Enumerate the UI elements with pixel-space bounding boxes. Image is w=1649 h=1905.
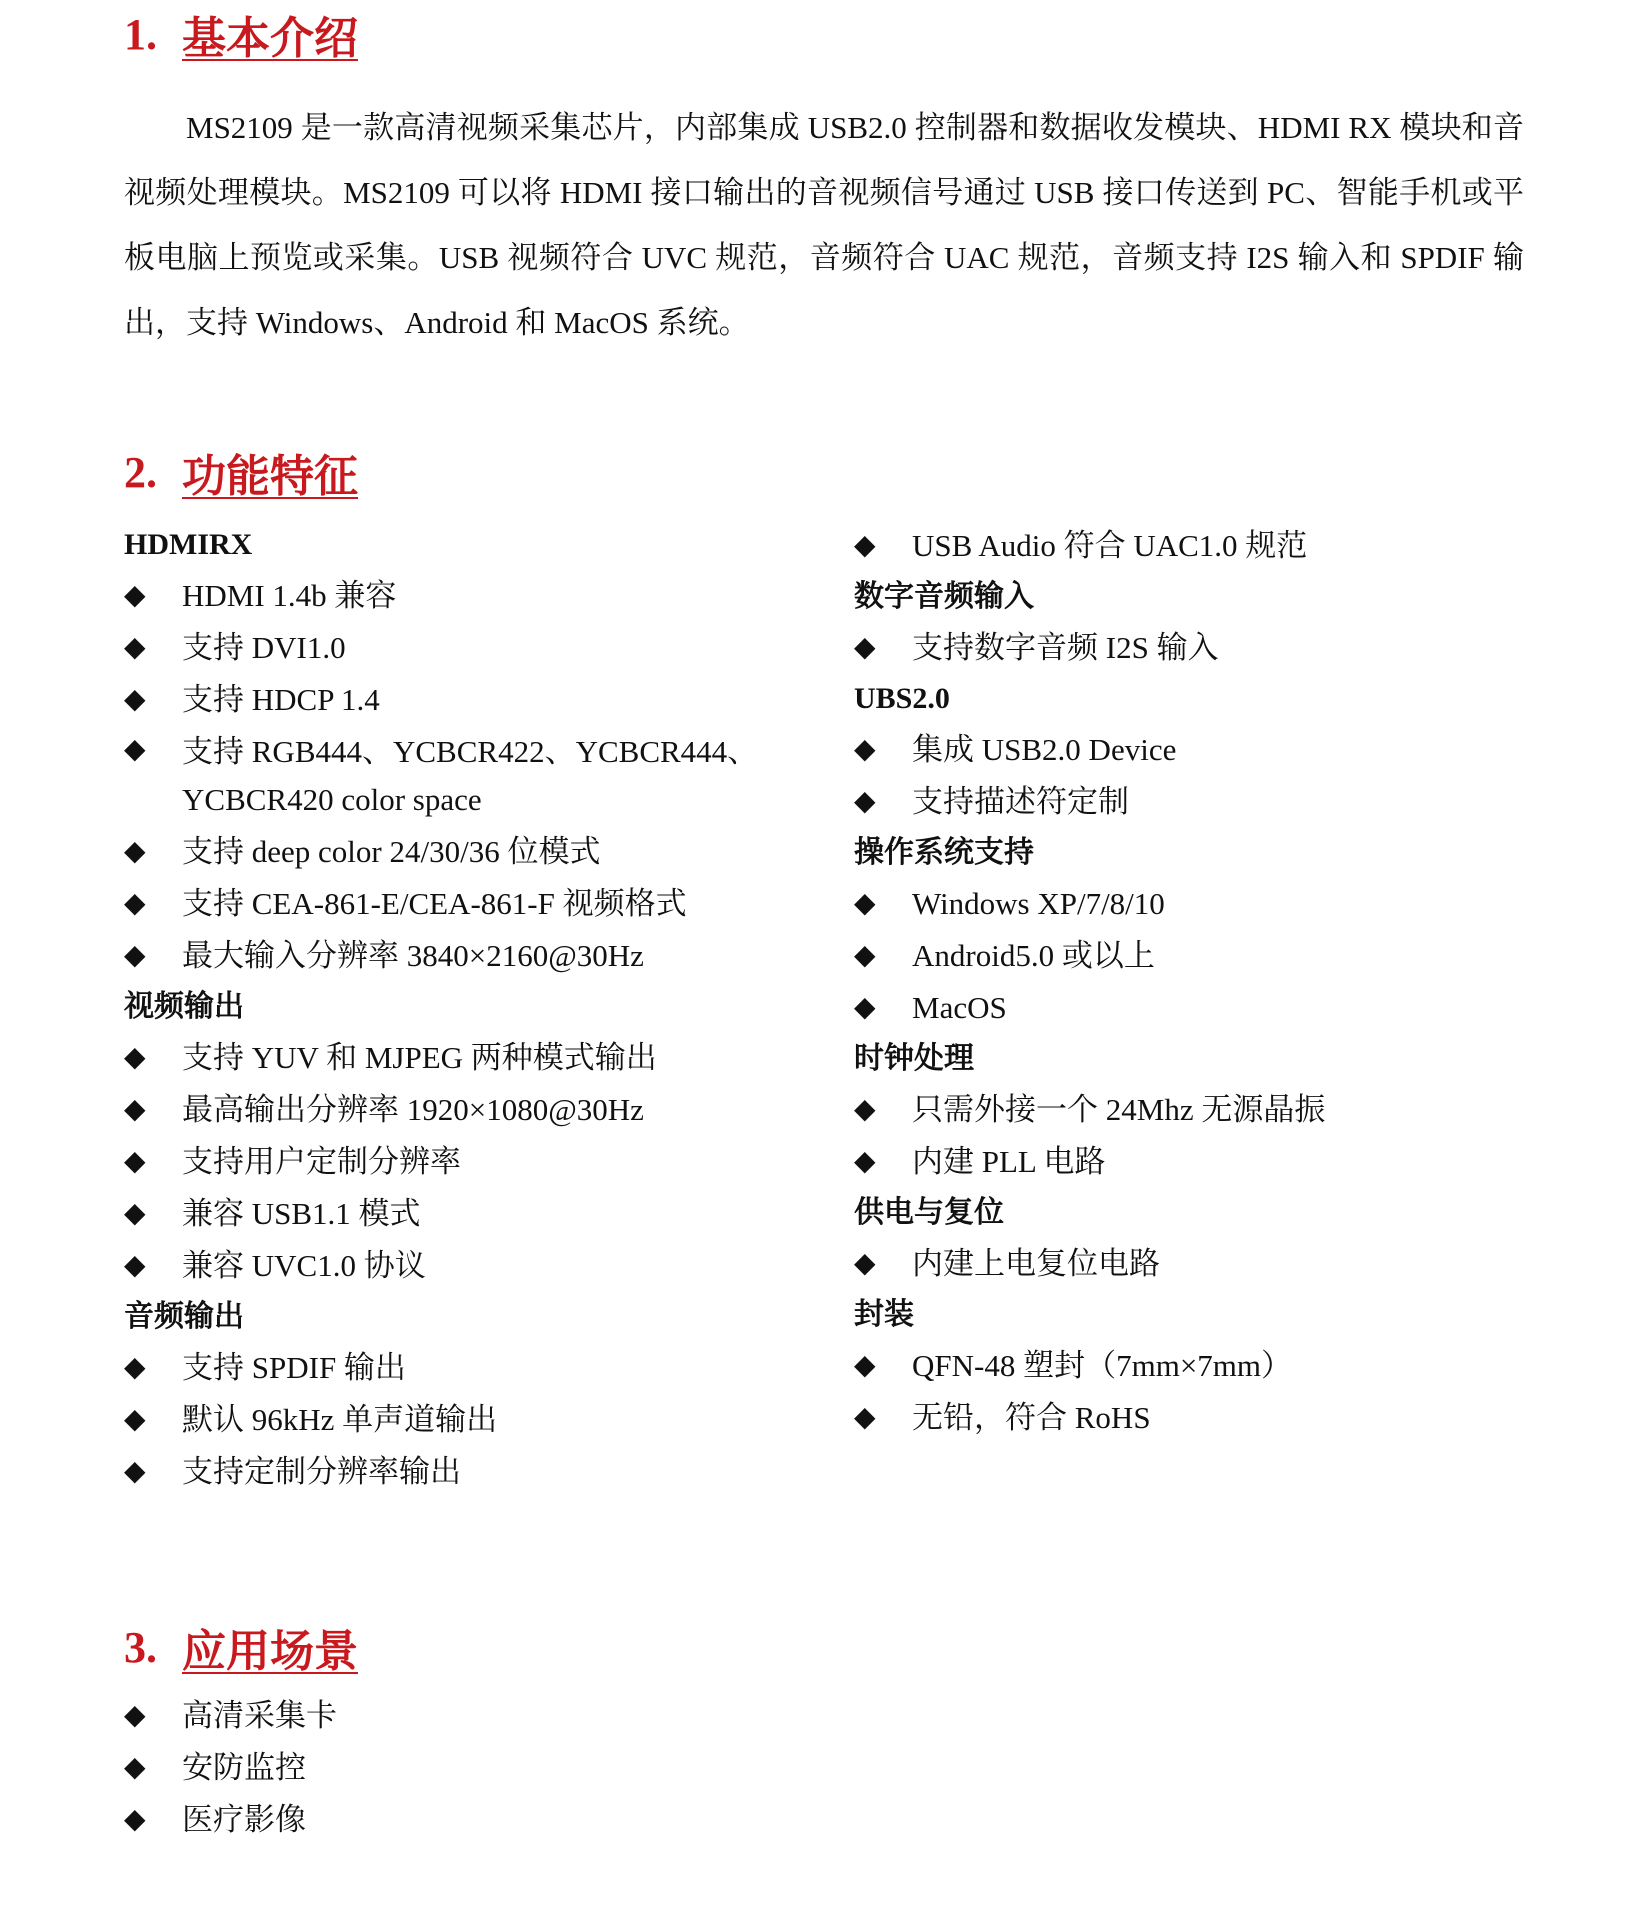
diamond-bullet-icon: ◆: [124, 1352, 146, 1383]
list-item-text: Windows XP/7/8/10: [912, 886, 1165, 921]
list-item: [124, 930, 824, 982]
list-item: [854, 724, 1574, 776]
list-item: [854, 878, 1574, 930]
list-item: [124, 674, 824, 726]
list-item: [854, 622, 1574, 674]
list-item-text: 支持定制分辨率输出: [182, 1454, 461, 1489]
list-item-text: 最大输入分辨率 3840×2160@30Hz: [182, 938, 644, 973]
diamond-bullet-icon: ◆: [124, 734, 146, 765]
group-title-package: 封装: [854, 1298, 914, 1331]
list-item: [854, 1136, 1574, 1188]
list-item: [854, 1238, 1574, 1290]
list-item-text: 支持 SPDIF 输出: [182, 1350, 406, 1385]
diamond-bullet-icon: ◆: [854, 992, 876, 1023]
list-item: [124, 826, 824, 878]
diamond-bullet-icon: ◆: [854, 1248, 876, 1279]
list-item: [124, 1032, 824, 1084]
diamond-bullet-icon: ◆: [124, 1250, 146, 1281]
list-item-text: 支持 DVI1.0: [182, 630, 346, 665]
diamond-bullet-icon: ◆: [124, 1042, 146, 1073]
list-item: [124, 1742, 824, 1794]
list-item: [124, 1394, 824, 1446]
diamond-bullet-icon: ◆: [124, 1094, 146, 1125]
list-item: [124, 726, 824, 826]
section-number: 1.: [124, 9, 157, 59]
list-item: [854, 982, 1574, 1034]
list-item-text: 集成 USB2.0 Device: [912, 732, 1177, 767]
diamond-bullet-icon: ◆: [124, 1146, 146, 1177]
list-item: [854, 930, 1574, 982]
list-item: [854, 1392, 1574, 1444]
section-title: 基本介绍: [182, 14, 358, 63]
list-item-text: 内建 PLL 电路: [912, 1144, 1106, 1179]
list-item: [854, 520, 1574, 572]
section-heading-features: [124, 442, 358, 502]
list-item: [124, 1342, 824, 1394]
list-item: [854, 1340, 1574, 1392]
list-item: [124, 1136, 824, 1188]
applications-list: [124, 1690, 824, 1846]
list-item: [124, 1084, 824, 1136]
diamond-bullet-icon: ◆: [854, 734, 876, 765]
list-item-text: 安防监控: [182, 1750, 306, 1785]
list-item-text: 兼容 UVC1.0 协议: [182, 1248, 426, 1283]
list-item: [124, 878, 824, 930]
diamond-bullet-icon: ◆: [854, 786, 876, 817]
section-number: 3.: [124, 1622, 157, 1672]
group-title-clock: 时钟处理: [854, 1042, 974, 1075]
diamond-bullet-icon: ◆: [124, 632, 146, 663]
list-item-text: 默认 96kHz 单声道输出: [182, 1402, 498, 1437]
features-left-column: [124, 520, 824, 1498]
list-item: [124, 622, 824, 674]
group-title-audio-output: 音频输出: [124, 1300, 244, 1333]
section-title: 功能特征: [182, 452, 358, 501]
group-title-power-reset: 供电与复位: [854, 1196, 1004, 1229]
list-item-text: 最高输出分辨率 1920×1080@30Hz: [182, 1092, 644, 1127]
list-item-text: 支持数字音频 I2S 输入: [912, 630, 1219, 665]
list-item-text: 只需外接一个 24Mhz 无源晶振: [912, 1092, 1326, 1127]
list-item: [124, 1690, 824, 1742]
list-item-text: 支持 deep color 24/30/36 位模式: [182, 834, 601, 869]
list-item: [854, 776, 1574, 828]
diamond-bullet-icon: ◆: [854, 1402, 876, 1433]
diamond-bullet-icon: ◆: [124, 1752, 146, 1783]
list-item-text: MacOS: [912, 990, 1007, 1025]
diamond-bullet-icon: ◆: [124, 580, 146, 611]
diamond-bullet-icon: ◆: [124, 836, 146, 867]
group-title-os-support: 操作系统支持: [854, 836, 1034, 869]
list-item: [124, 1794, 824, 1846]
list-item-text: 内建上电复位电路: [912, 1246, 1160, 1281]
group-title-usb: UBS2.0: [854, 682, 950, 715]
diamond-bullet-icon: ◆: [854, 1094, 876, 1125]
diamond-bullet-icon: ◆: [124, 1198, 146, 1229]
list-item-text: Android5.0 或以上: [912, 938, 1155, 973]
diamond-bullet-icon: ◆: [124, 1456, 146, 1487]
section-title: 应用场景: [182, 1627, 358, 1676]
diamond-bullet-icon: ◆: [854, 1146, 876, 1177]
section-number: 2.: [124, 447, 157, 497]
group-title-video-output: 视频输出: [124, 990, 244, 1023]
diamond-bullet-icon: ◆: [854, 632, 876, 663]
diamond-bullet-icon: ◆: [124, 684, 146, 715]
list-item-text: USB Audio 符合 UAC1.0 规范: [912, 528, 1308, 563]
list-item-text: 无铅，符合 RoHS: [912, 1400, 1151, 1435]
list-item-text: QFN-48 塑封（7mm×7mm）: [912, 1348, 1293, 1383]
diamond-bullet-icon: ◆: [124, 1404, 146, 1435]
list-item-text: 高清采集卡: [182, 1698, 337, 1733]
diamond-bullet-icon: ◆: [124, 940, 146, 971]
list-item: [854, 1084, 1574, 1136]
list-item-text: 支持 HDCP 1.4: [182, 682, 380, 717]
list-item-text: 支持 RGB444、YCBCR422、YCBCR444、YCBCR420 color space: [182, 734, 759, 817]
diamond-bullet-icon: ◆: [124, 1700, 146, 1731]
list-item-text: HDMI 1.4b 兼容: [182, 578, 397, 613]
diamond-bullet-icon: ◆: [124, 888, 146, 919]
list-item-text: 支持描述符定制: [912, 784, 1129, 819]
list-item: [124, 570, 824, 622]
intro-paragraph: MS2109 是一款高清视频采集芯片，内部集成 USB2.0 控制器和数据收发模块、HDMI RX 模块和音视频处理模块。MS2109 可以将 HDMI 接口输出的音视频信号通过 USB 接口传送到 PC、智能手机或平板电脑上预览或采集。USB 视频符合 UVC 规范，音频符合 UAC 规范，音频支持 I2S 输入和 SPDIF 输出，支持 Windows、Android 和 MacOS 系统。: [124, 110, 1524, 340]
list-item: [124, 1240, 824, 1292]
diamond-bullet-icon: ◆: [854, 1350, 876, 1381]
list-item-text: 医疗影像: [182, 1802, 306, 1837]
diamond-bullet-icon: ◆: [124, 1804, 146, 1835]
diamond-bullet-icon: ◆: [854, 940, 876, 971]
list-item-text: 支持 CEA-861-E/CEA-861-F 视频格式: [182, 886, 687, 921]
section-heading-applications: [124, 1617, 358, 1677]
diamond-bullet-icon: ◆: [854, 530, 876, 561]
list-item-text: 支持用户定制分辨率: [182, 1144, 461, 1179]
list-item-text: 兼容 USB1.1 模式: [182, 1196, 421, 1231]
list-item: [124, 1188, 824, 1240]
diamond-bullet-icon: ◆: [854, 888, 876, 919]
features-right-column: [854, 520, 1574, 1444]
section-heading-intro: [124, 4, 358, 64]
list-item-text: 支持 YUV 和 MJPEG 两种模式输出: [182, 1040, 657, 1075]
group-title-hdmirx: HDMIRX: [124, 528, 253, 561]
group-title-digital-audio-input: 数字音频输入: [854, 580, 1034, 613]
list-item: [124, 1446, 824, 1498]
